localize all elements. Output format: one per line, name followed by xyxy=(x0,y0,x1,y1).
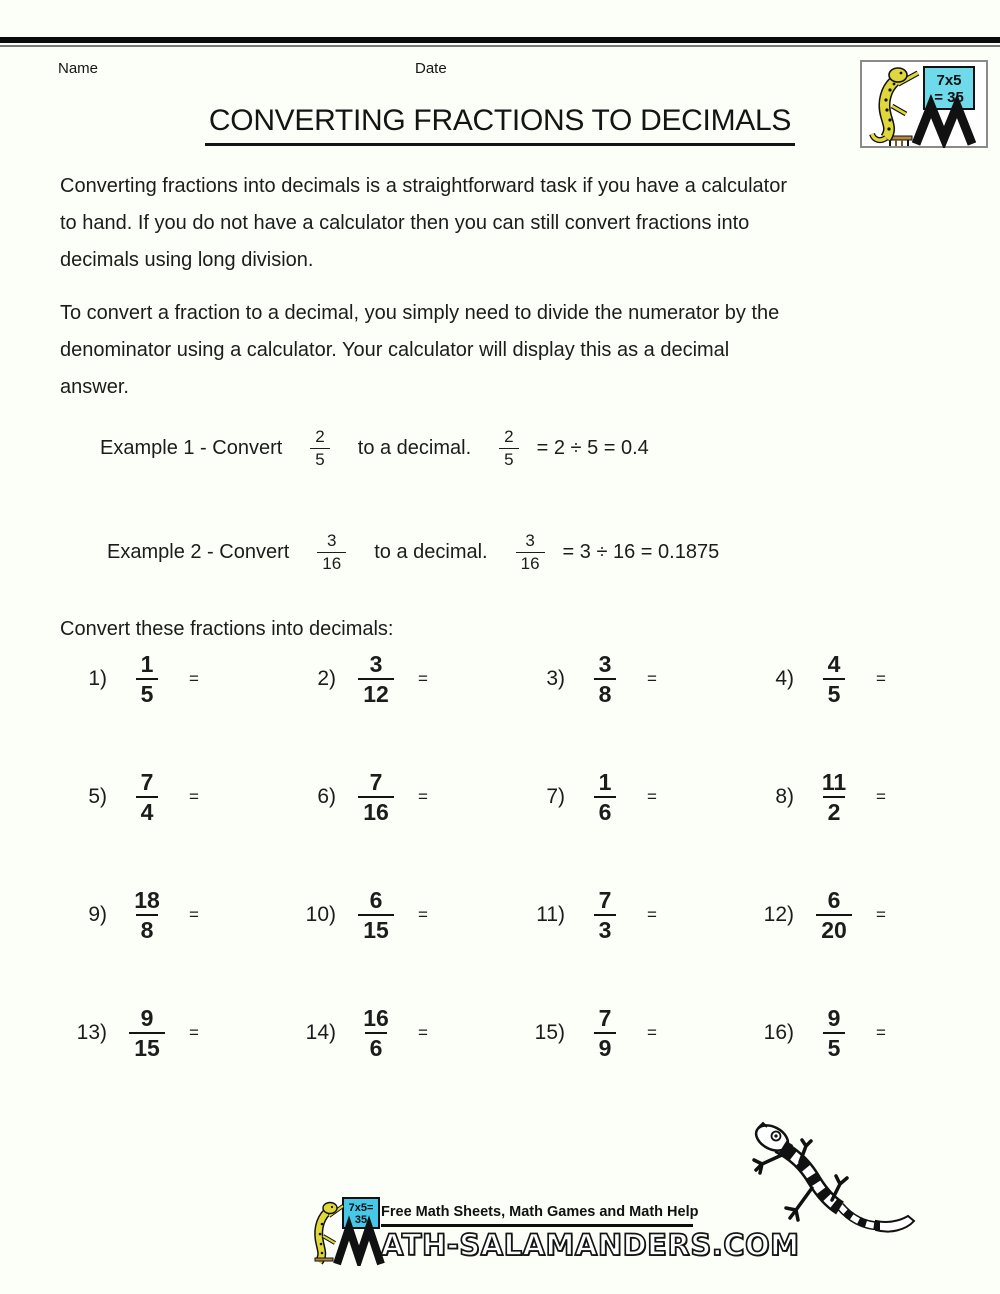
example-middle-text: to a decimal. xyxy=(374,540,488,563)
fraction xyxy=(808,650,860,709)
problem-number: 5) xyxy=(88,785,107,808)
denominator: 16 xyxy=(516,552,545,575)
fraction xyxy=(350,650,402,709)
equals-sign: = xyxy=(876,787,886,806)
paragraph-line: Converting fractions into decimals is a straightforward task if you have a calculator xyxy=(60,175,788,197)
problem-number: 1) xyxy=(88,667,107,690)
problem-1 xyxy=(55,646,284,712)
page-title: CONVERTING FRACTIONS TO DECIMALS xyxy=(205,104,795,146)
problem-11 xyxy=(513,882,742,948)
board-text-line2: 35 xyxy=(354,1214,368,1226)
title-wrap xyxy=(0,104,1000,146)
problem-6 xyxy=(284,764,513,830)
example-1 xyxy=(100,418,649,478)
intro-paragraph-2 xyxy=(60,295,950,406)
problem-number: 11) xyxy=(536,903,565,926)
denominator: 2 xyxy=(823,796,846,826)
denominator: 5 xyxy=(136,678,159,708)
equals-sign: = xyxy=(876,905,886,924)
example-label: Example 1 - Convert xyxy=(100,436,283,459)
problem-5 xyxy=(55,764,284,830)
numerator: 9 xyxy=(827,1004,841,1031)
denominator: 12 xyxy=(358,678,394,708)
equals-sign: = xyxy=(189,905,199,924)
footer-wordmark: ATH-SALAMANDERS.COM xyxy=(381,1228,800,1262)
intro-paragraph-1 xyxy=(60,168,950,279)
numerator: 2 xyxy=(504,426,514,446)
fraction xyxy=(516,530,545,574)
problem-3 xyxy=(513,646,742,712)
denominator: 5 xyxy=(823,678,846,708)
fraction xyxy=(579,1004,631,1063)
problem-10 xyxy=(284,882,513,948)
equals-sign: = xyxy=(647,787,657,806)
problem-number: 13) xyxy=(76,1021,107,1044)
problem-number: 8) xyxy=(775,785,794,808)
numerator: 3 xyxy=(598,650,612,677)
fraction xyxy=(579,886,631,945)
fraction xyxy=(808,886,860,945)
equals-sign: = xyxy=(418,905,428,924)
fraction xyxy=(350,886,402,945)
fraction xyxy=(350,768,402,827)
problem-14 xyxy=(284,1000,513,1066)
paragraph-line: decimals using long division. xyxy=(60,249,314,271)
numerator: 2 xyxy=(315,426,325,446)
problem-number: 7) xyxy=(546,785,565,808)
equals-sign: = xyxy=(647,1023,657,1042)
problem-12 xyxy=(742,882,971,948)
numerator: 7 xyxy=(598,886,612,913)
fraction xyxy=(808,768,860,827)
problem-13 xyxy=(55,1000,284,1066)
fraction xyxy=(121,768,173,827)
paragraph-line: to hand. If you do not have a calculator then you can still convert fractions into xyxy=(60,212,750,234)
problem-9 xyxy=(55,882,284,948)
fraction xyxy=(579,650,631,709)
fraction xyxy=(808,1004,860,1063)
svg-text:= 35: = 35 xyxy=(934,89,964,106)
fraction xyxy=(317,530,346,574)
equals-sign: = xyxy=(876,669,886,688)
equals-sign: = xyxy=(647,669,657,688)
top-rule-thin xyxy=(0,45,1000,47)
problem-number: 2) xyxy=(317,667,336,690)
problem-8 xyxy=(742,764,971,830)
denominator: 5 xyxy=(499,448,518,471)
equals-sign: = xyxy=(418,787,428,806)
denominator: 16 xyxy=(317,552,346,575)
problem-number: 14) xyxy=(305,1021,336,1044)
numerator: 6 xyxy=(369,886,383,913)
denominator: 8 xyxy=(594,678,617,708)
numerator: 16 xyxy=(363,1004,389,1031)
footer-tagline: Free Math Sheets, Math Games and Math Help xyxy=(381,1204,699,1220)
numerator: 7 xyxy=(369,768,383,795)
paragraph-line: answer. xyxy=(60,376,129,398)
fraction xyxy=(579,768,631,827)
denominator: 15 xyxy=(129,1032,165,1062)
example-2 xyxy=(107,522,719,582)
problem-number: 6) xyxy=(317,785,336,808)
equals-sign: = xyxy=(189,787,199,806)
fraction xyxy=(350,1004,402,1063)
denominator: 20 xyxy=(816,914,852,944)
footer xyxy=(0,1194,1000,1271)
denominator: 5 xyxy=(823,1032,846,1062)
problem-number: 12) xyxy=(763,903,794,926)
problem-number: 16) xyxy=(763,1021,794,1044)
numerator: 3 xyxy=(525,530,535,550)
problem-number: 3) xyxy=(546,667,565,690)
example-result: = 3 ÷ 16 = 0.1875 xyxy=(562,540,720,563)
footer-divider xyxy=(381,1224,693,1227)
numerator: 1 xyxy=(598,768,612,795)
denominator: 16 xyxy=(358,796,394,826)
equals-sign: = xyxy=(189,669,199,688)
numerator: 4 xyxy=(827,650,841,677)
top-rule-thick xyxy=(0,37,1000,43)
denominator: 6 xyxy=(365,1032,388,1062)
numerator: 3 xyxy=(327,530,337,550)
fraction xyxy=(121,650,173,709)
name-label: Name xyxy=(58,60,99,77)
denominator: 4 xyxy=(136,796,159,826)
equals-sign: = xyxy=(189,1023,199,1042)
example-middle-text: to a decimal. xyxy=(357,436,472,459)
fraction xyxy=(499,426,518,470)
paragraph-line: To convert a fraction to a decimal, you simply need to divide the numerator by the xyxy=(60,302,780,324)
footer-text-column xyxy=(381,1194,800,1262)
denominator: 6 xyxy=(594,796,617,826)
salamander-chalkboard-icon xyxy=(307,1196,385,1266)
fraction xyxy=(121,886,173,945)
problem-number: 10) xyxy=(305,903,336,926)
problem-number: 9) xyxy=(88,903,107,926)
denominator: 15 xyxy=(358,914,394,944)
problem-7 xyxy=(513,764,742,830)
numerator: 7 xyxy=(140,768,154,795)
problem-number: 4) xyxy=(775,667,794,690)
svg-text:7x5: 7x5 xyxy=(936,72,962,89)
problem-16 xyxy=(742,1000,971,1066)
equals-sign: = xyxy=(647,905,657,924)
problems-grid xyxy=(55,646,971,1066)
denominator: 3 xyxy=(594,914,617,944)
numerator: 9 xyxy=(140,1004,154,1031)
example-label: Example 2 - Convert xyxy=(107,540,290,563)
date-label: Date xyxy=(415,60,447,77)
numerator: 11 xyxy=(821,768,847,795)
denominator: 5 xyxy=(310,448,329,471)
fraction xyxy=(310,426,329,470)
numerator: 1 xyxy=(140,650,154,677)
numerator: 6 xyxy=(827,886,841,913)
numerator: 7 xyxy=(598,1004,612,1031)
instruction-text: Convert these fractions into decimals: xyxy=(60,618,394,640)
example-result: = 2 ÷ 5 = 0.4 xyxy=(536,436,649,459)
equals-sign: = xyxy=(418,669,428,688)
problem-2 xyxy=(284,646,513,712)
problem-15 xyxy=(513,1000,742,1066)
numerator: 18 xyxy=(134,886,160,913)
problem-4 xyxy=(742,646,971,712)
footer-logo xyxy=(307,1196,385,1271)
problem-number: 15) xyxy=(534,1021,565,1044)
numerator: 3 xyxy=(369,650,383,677)
equals-sign: = xyxy=(876,1023,886,1042)
denominator: 9 xyxy=(594,1032,617,1062)
fraction xyxy=(121,1004,173,1063)
paragraph-line: denominator using a calculator. Your calculator will display this as a decimal xyxy=(60,339,730,361)
equals-sign: = xyxy=(418,1023,428,1042)
denominator: 8 xyxy=(136,914,159,944)
board-text-line1: 7x5= xyxy=(348,1202,374,1214)
